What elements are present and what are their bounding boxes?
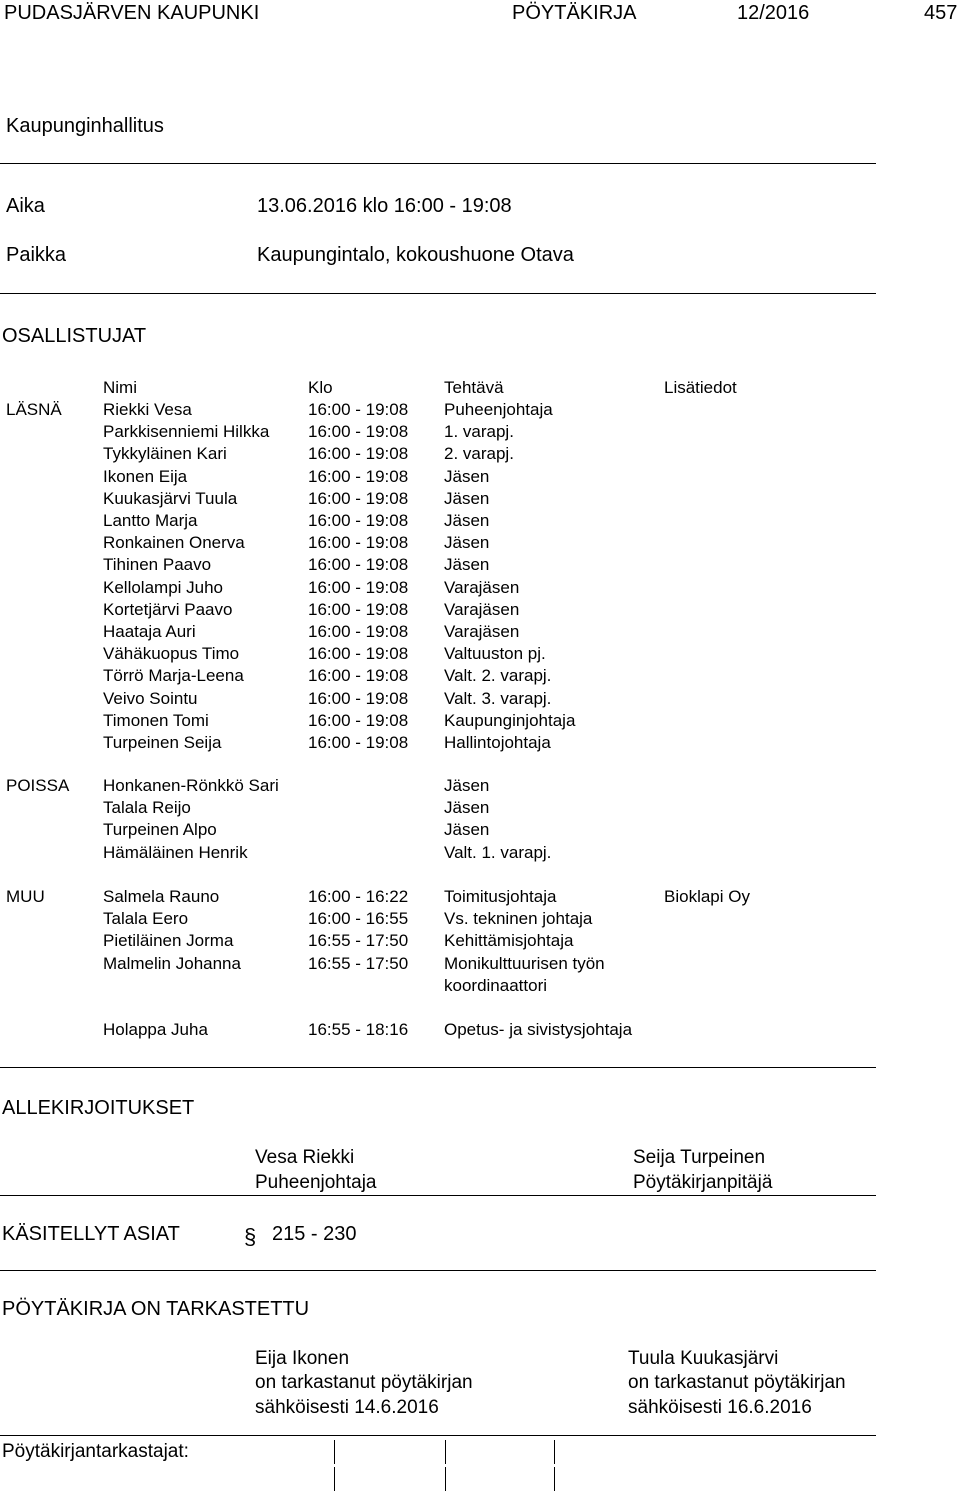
cell-name: Haataja Auri (103, 622, 196, 641)
section-sign-icon: § (244, 1224, 257, 1249)
group-label: MUU (6, 887, 45, 906)
cell-time: 16:00 - 19:08 (308, 622, 409, 641)
inspector2-line2: sähköisesti 16.6.2016 (628, 1397, 812, 1418)
group-label: POISSA (6, 776, 70, 795)
cell-role: Jäsen (444, 533, 490, 553)
cell-name: Talala Reijo (103, 798, 191, 818)
cell-role: Valt. 1. varapj. (444, 842, 552, 862)
cell-role: Jäsen (444, 511, 490, 530)
cell-name: Tykkyläinen Kari (103, 444, 227, 464)
cell-name: Turpeinen Alpo (103, 820, 217, 840)
cell-role: Puheenjohtaja (444, 400, 553, 419)
cell-time: 16:00 - 19:08 (308, 511, 409, 530)
divider (0, 1067, 876, 1068)
cell-role: koordinaattori (444, 975, 548, 995)
handled-title: KÄSITELLYT ASIAT (2, 1223, 180, 1245)
cell-name: Riekki Vesa (103, 400, 192, 419)
col-header-time: Klo (308, 378, 333, 397)
cell-time: 16:55 - 17:50 (308, 953, 409, 973)
handled-range: 215 - 230 (272, 1223, 357, 1245)
secretary-name: Seija Turpeinen (633, 1147, 766, 1168)
cell-role: Jäsen (444, 466, 490, 486)
cell-time: 16:00 - 19:08 (308, 644, 409, 664)
cell-time: 16:00 - 19:08 (308, 400, 409, 419)
cell-name: Kellolampi Juho (103, 577, 224, 597)
divider (0, 1435, 876, 1436)
cell-time: 16:00 - 19:08 (308, 555, 409, 575)
cell-role: Jäsen (444, 488, 490, 508)
cell-name: Lantto Marja (103, 511, 198, 530)
cell-role: Varajäsen (444, 599, 520, 619)
time-label: Aika (6, 195, 45, 217)
cell-name: Malmelin Johanna (103, 953, 241, 973)
cell-role: Hallintojohtaja (444, 733, 551, 752)
cell-name: Pietiläinen Jorma (103, 931, 234, 951)
divider (0, 1195, 876, 1196)
cell-time: 16:55 - 18:16 (308, 1020, 409, 1040)
signature-marker (445, 1467, 446, 1491)
cell-name: Holappa Juha (103, 1020, 208, 1040)
inspectors-label: Pöytäkirjantarkastajat: (2, 1441, 189, 1462)
signature-marker (445, 1440, 446, 1464)
cell-role: Jäsen (444, 555, 490, 575)
cell-role: Valt. 2. varapj. (444, 666, 552, 686)
divider (0, 1270, 876, 1271)
chair-role: Puheenjohtaja (255, 1172, 377, 1193)
inspector2-line1: on tarkastanut pöytäkirjan (628, 1372, 846, 1393)
cell-name: Turpeinen Seija (103, 733, 222, 752)
cell-role: Valt. 3. varapj. (444, 688, 552, 708)
doc-type: PÖYTÄKIRJA (512, 2, 637, 24)
cell-name: Parkkisenniemi Hilkka (103, 422, 270, 442)
cell-role: Varajäsen (444, 577, 520, 597)
inspector1-line1: on tarkastanut pöytäkirjan (255, 1372, 473, 1393)
signature-marker (334, 1467, 335, 1491)
cell-time: 16:00 - 19:08 (308, 733, 409, 752)
cell-time: 16:00 - 19:08 (308, 444, 409, 464)
cell-role: Vs. tekninen johtaja (444, 909, 593, 929)
cell-name: Kuukasjärvi Tuula (103, 488, 238, 508)
cell-extra: Bioklapi Oy (664, 887, 750, 906)
group-label: LÄSNÄ (6, 400, 62, 419)
cell-role: 2. varapj. (444, 444, 514, 464)
col-header-extra: Lisätiedot (664, 378, 737, 397)
cell-name: Timonen Tomi (103, 710, 209, 730)
body-name: Kaupunginhallitus (6, 115, 164, 137)
secretary-role: Pöytäkirjanpitäjä (633, 1172, 773, 1193)
chair-name: Vesa Riekki (255, 1147, 355, 1168)
signature-marker (554, 1467, 555, 1491)
cell-role: Jäsen (444, 798, 490, 818)
inspector1-name: Eija Ikonen (255, 1348, 350, 1369)
cell-name: Ronkainen Onerva (103, 533, 245, 553)
cell-time: 16:00 - 19:08 (308, 422, 409, 442)
col-header-name: Nimi (103, 378, 137, 397)
cell-role: Monikulttuurisen työn (444, 953, 605, 973)
cell-time: 16:00 - 19:08 (308, 666, 409, 686)
cell-name: Ikonen Eija (103, 466, 188, 486)
cell-time: 16:00 - 19:08 (308, 688, 409, 708)
cell-name: Kortetjärvi Paavo (103, 599, 233, 619)
page-number: 457 (924, 2, 958, 24)
doc-number: 12/2016 (737, 2, 810, 24)
cell-name: Talala Eero (103, 909, 189, 929)
cell-role: Kaupunginjohtaja (444, 710, 576, 730)
signatures-title: ALLEKIRJOITUKSET (2, 1097, 195, 1119)
inspector2-name: Tuula Kuukasjärvi (628, 1348, 779, 1369)
cell-time: 16:00 - 19:08 (308, 577, 409, 597)
cell-time: 16:00 - 19:08 (308, 599, 409, 619)
cell-time: 16:00 - 19:08 (308, 488, 409, 508)
cell-time: 16:00 - 19:08 (308, 533, 409, 553)
cell-name: Honkanen-Rönkkö Sari (103, 776, 279, 795)
cell-role: Opetus- ja sivistysjohtaja (444, 1020, 633, 1040)
divider (0, 293, 876, 294)
cell-role: 1. varapj. (444, 422, 514, 442)
col-header-role: Tehtävä (444, 378, 504, 397)
cell-role: Toimitusjohtaja (444, 887, 557, 906)
cell-name: Vähäkuopus Timo (103, 644, 240, 664)
participants-title: OSALLISTUJAT (2, 325, 147, 347)
checked-title: PÖYTÄKIRJA ON TARKASTETTU (2, 1298, 310, 1320)
place-label: Paikka (6, 244, 67, 266)
signature-marker (334, 1440, 335, 1464)
cell-name: Veivo Sointu (103, 688, 198, 708)
cell-role: Kehittämisjohtaja (444, 931, 574, 951)
place-value: Kaupungintalo, kokoushuone Otava (257, 244, 574, 266)
cell-name: Tihinen Paavo (103, 555, 212, 575)
cell-time: 16:00 - 16:22 (308, 887, 409, 906)
cell-role: Jäsen (444, 820, 490, 840)
cell-role: Varajäsen (444, 622, 520, 641)
time-value: 13.06.2016 klo 16:00 - 19:08 (257, 195, 512, 217)
cell-time: 16:55 - 17:50 (308, 931, 409, 951)
cell-name: Törrö Marja-Leena (103, 666, 244, 686)
divider (0, 163, 876, 164)
cell-time: 16:00 - 16:55 (308, 909, 409, 929)
cell-time: 16:00 - 19:08 (308, 710, 409, 730)
cell-time: 16:00 - 19:08 (308, 466, 409, 486)
cell-role: Valtuuston pj. (444, 644, 546, 664)
cell-role: Jäsen (444, 776, 490, 795)
signature-marker (554, 1440, 555, 1464)
org-name: PUDASJÄRVEN KAUPUNKI (4, 2, 260, 24)
cell-name: Hämäläinen Henrik (103, 842, 248, 862)
inspector1-line2: sähköisesti 14.6.2016 (255, 1397, 439, 1418)
cell-name: Salmela Rauno (103, 887, 220, 906)
